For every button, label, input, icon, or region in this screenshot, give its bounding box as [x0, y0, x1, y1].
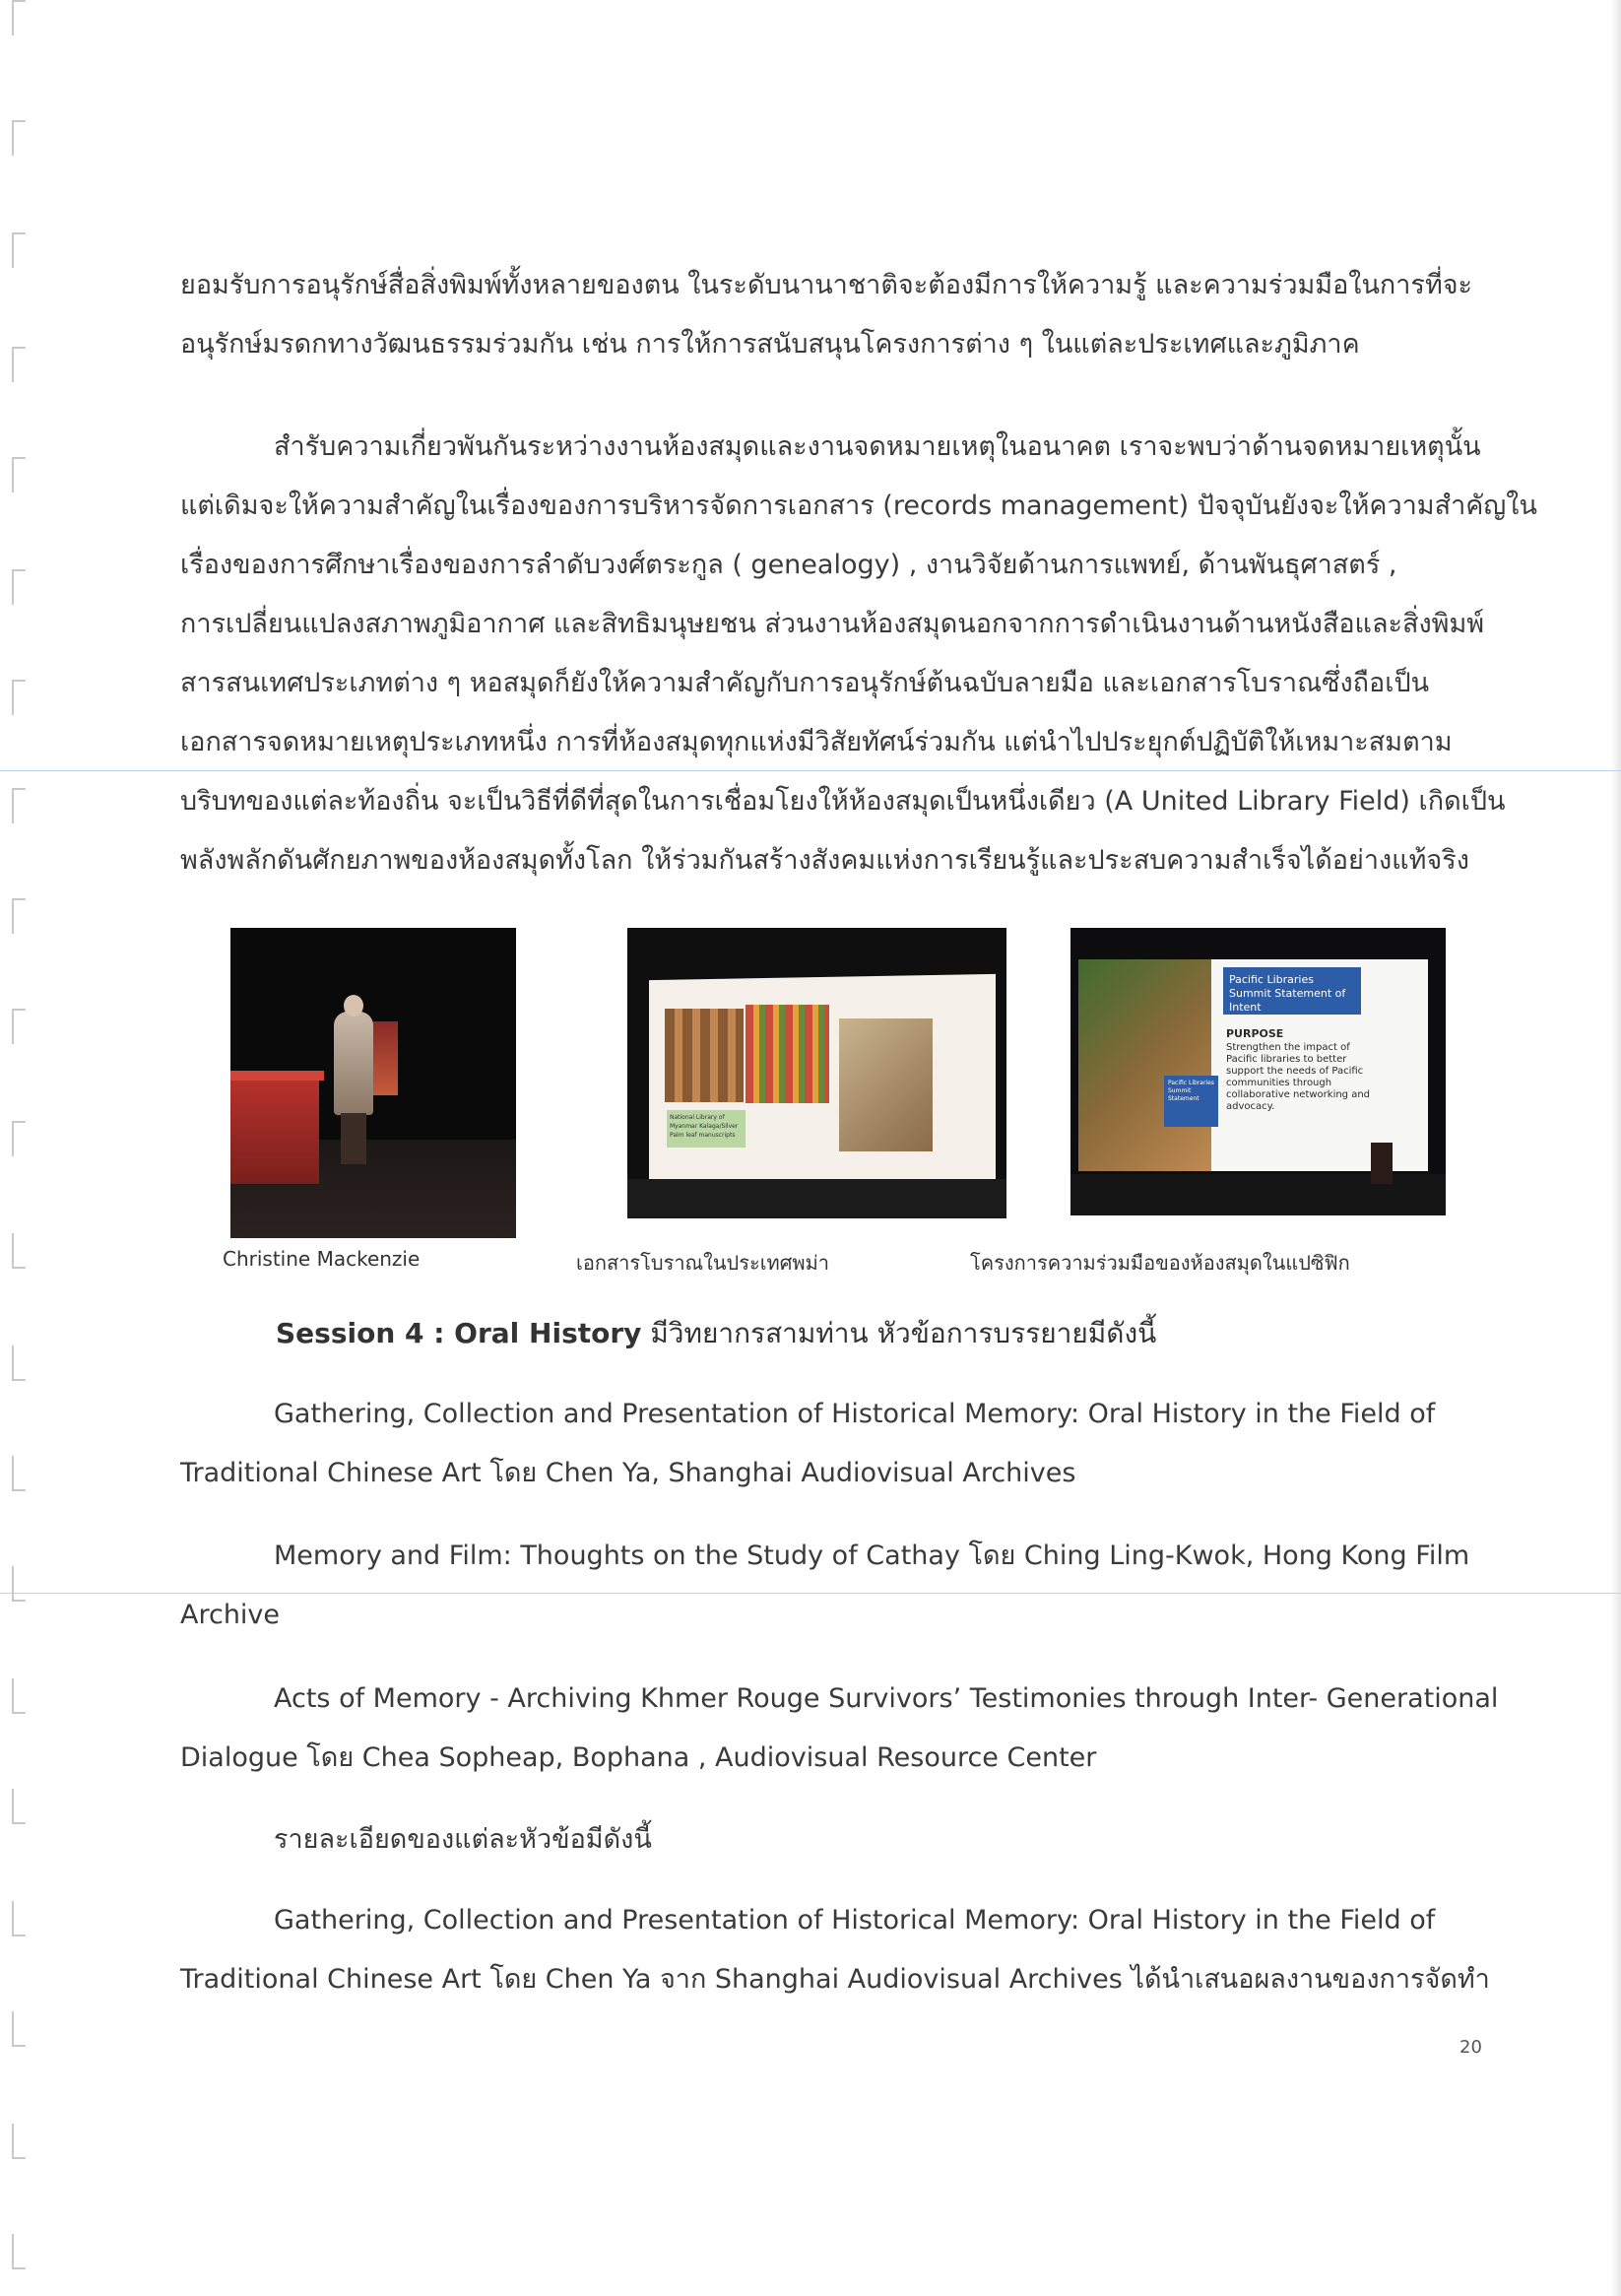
speaker-figure — [334, 1012, 373, 1115]
slide-title: Pacific Libraries Summit Statement of Intent — [1223, 967, 1361, 1015]
talk-title: Gathering, Collection and Presentation of Historical Memory: Oral History in the Field of — [274, 1399, 1436, 1429]
paragraph-line: บริบทของแต่ละท้องถิ่น จะเป็นวิธีที่ดีที่สุดในการเชื่อมโยงให้ห้องสมุดเป็นหนึ่งเดียว (A United Library Field) เกิดเป็น — [180, 786, 1506, 817]
binder-mark — [12, 457, 26, 492]
slide-heading: PURPOSE — [1226, 1027, 1284, 1040]
paragraph-line: เอกสารจดหมายเหตุประเภทหนึ่ง การที่ห้องสมุดทุกแห่งมีวิสัยทัศน์ร่วมกัน แต่นำไปประยุกต์ปฏิบัติให้เหมาะสมตาม — [180, 727, 1453, 757]
palm-leaf-image — [839, 1018, 933, 1151]
paragraph-line: สำรับความเกี่ยวพันกันระหว่างงานห้องสมุดและงานจดหมายเหตุในอนาคต เราจะพบว่าด้านจดหมายเหตุนั้น — [274, 431, 1481, 462]
binder-mark — [12, 1345, 26, 1381]
speaker-head — [344, 995, 363, 1017]
paragraph-line: Traditional Chinese Art โดย Chen Ya จาก Shanghai Audiovisual Archives ได้นำเสนอผลงานของการจัดทำ — [180, 1964, 1490, 1995]
binder-mark — [12, 1456, 26, 1491]
shelves-image — [665, 1009, 744, 1102]
talk-1 — [180, 1385, 1460, 1503]
talk-speaker: Archive — [180, 1600, 281, 1630]
photo-caption: Christine Mackenzie — [223, 1247, 421, 1271]
binder-mark — [12, 788, 26, 823]
binder-mark — [12, 120, 26, 156]
paragraph-line: พลังพลักดันศักยภาพของห้องสมุดทั้งโลก ให้ร่วมกันสร้างสังคมแห่งการเรียนรู้และประสบความสำเร็จได้อย่างแท้จริง — [180, 845, 1469, 876]
slide-label: National Library of Myanmar Kalaga/Silver Palm leaf manuscripts — [667, 1110, 746, 1148]
lectern — [1371, 1143, 1393, 1184]
relationship-paragraph — [180, 418, 1537, 890]
stage-floor — [627, 1179, 1006, 1218]
detail-paragraph — [180, 1891, 1490, 2009]
details-heading: รายละเอียดของแต่ละหัวข้อมีดังนี้ — [274, 1824, 652, 1855]
photo-pacific-libraries-slide — [1070, 928, 1446, 1215]
session-suffix: มีวิทยากรสามท่าน หัวข้อการบรรยายมีดังนี้ — [641, 1317, 1157, 1349]
binder-mark — [12, 1901, 26, 1936]
paragraph-line: อนุรักษ์มรดกทางวัฒนธรรมร่วมกัน เช่น การให้การสนับสนุนโครงการต่าง ๆ ในแต่ละประเทศและภูมิภาค — [180, 329, 1360, 360]
photo-myanmar-manuscripts-slide — [627, 928, 1006, 1218]
paragraph-line: สารสนเทศประเภทต่าง ๆ หอสมุดก็ยังให้ความสำคัญกับการอนุรักษ์ต้นฉบับลายมือ และเอกสารโบราณซึ่งถือเป็น — [180, 668, 1430, 698]
speaker-legs — [341, 1113, 366, 1164]
talk-title: Acts of Memory - Archiving Khmer Rouge Survivors’ Testimonies through Inter- Generational — [274, 1683, 1499, 1714]
paragraph-line: ยอมรับการอนุรักษ์สื่อสิ่งพิมพ์ทั้งหลายของตน ในระดับนานาชาติจะต้องมีการให้ความรู้ และความร่วมมือในการที่จะ — [180, 270, 1473, 300]
binder-mark — [12, 1678, 26, 1714]
page-number: 20 — [1459, 2037, 1482, 2058]
binder-mark — [12, 569, 26, 605]
binder-mark — [12, 680, 26, 715]
photo-speaker-on-stage — [230, 928, 516, 1238]
talk-title: Memory and Film: Thoughts on the Study of Cathay โดย Ching Ling-Kwok, Hong Kong Film — [274, 1541, 1470, 1571]
binder-mark — [12, 1566, 26, 1602]
binder-mark — [12, 1233, 26, 1269]
talk-3 — [180, 1670, 1499, 1788]
binder-mark — [12, 0, 26, 35]
binder-hole-margin — [0, 0, 30, 2296]
talk-speaker: Traditional Chinese Art โดย Chen Ya, Shanghai Audiovisual Archives — [180, 1458, 1076, 1488]
slide-purpose — [1226, 1028, 1374, 1113]
paragraph-line: การเปลี่ยนแปลงสภาพภูมิอากาศ และสิทธิมนุษยชน ส่วนงานห้องสมุดนอกจากการดำเนินงานด้านหนังสือและสิ่งพิมพ์ — [180, 609, 1485, 639]
session-heading — [276, 1312, 1156, 1355]
paragraph-line: Gathering, Collection and Presentation of Historical Memory: Oral History in the Field of — [274, 1905, 1436, 1935]
talk-2 — [180, 1527, 1470, 1645]
photo-caption: โครงการความร่วมมือของห้องสมุดในแปซิฟิก — [970, 1251, 1350, 1275]
session-label: Session 4 : Oral History — [276, 1317, 642, 1349]
binder-mark — [12, 1009, 26, 1044]
table-top — [230, 1071, 324, 1081]
binder-mark — [12, 2124, 26, 2159]
page-right-edge — [1611, 0, 1621, 2296]
slide-body: Strengthen the impact of Pacific libraries to better support the needs of Pacific communities through collaborative networking and advocacy. — [1226, 1042, 1371, 1112]
slide-photo — [1078, 959, 1211, 1171]
intro-paragraph — [180, 256, 1473, 374]
details-heading-block — [180, 1810, 1460, 1870]
talk-speaker: Dialogue โดย Chea Sopheap, Bophana , Audiovisual Resource Center — [180, 1742, 1097, 1773]
red-table — [230, 1076, 319, 1184]
binder-mark — [12, 2011, 26, 2047]
photo-caption: เอกสารโบราณในประเทศพม่า — [576, 1251, 830, 1275]
slide-badge: Pacific Libraries Summit Statement — [1164, 1076, 1218, 1127]
paragraph-line: แต่เดิมจะให้ความสำคัญในเรื่องของการบริหารจัดการเอกสาร (records management) ปัจจุบันยังจะให้ความสำคัญใน — [180, 491, 1537, 521]
paragraph-line: เรื่องของการศึกษาเรื่องของการลำดับวงศ์ตระกูล ( genealogy) , งานวิจัยด้านการแพทย์, ด้านพันธุศาสตร์ , — [180, 550, 1397, 580]
binder-mark — [12, 347, 26, 382]
binder-mark — [12, 898, 26, 934]
binder-mark — [12, 1121, 26, 1156]
binder-mark — [12, 2234, 26, 2269]
binder-mark — [12, 1789, 26, 1824]
manuscripts-image — [746, 1005, 829, 1103]
binder-mark — [12, 232, 26, 268]
